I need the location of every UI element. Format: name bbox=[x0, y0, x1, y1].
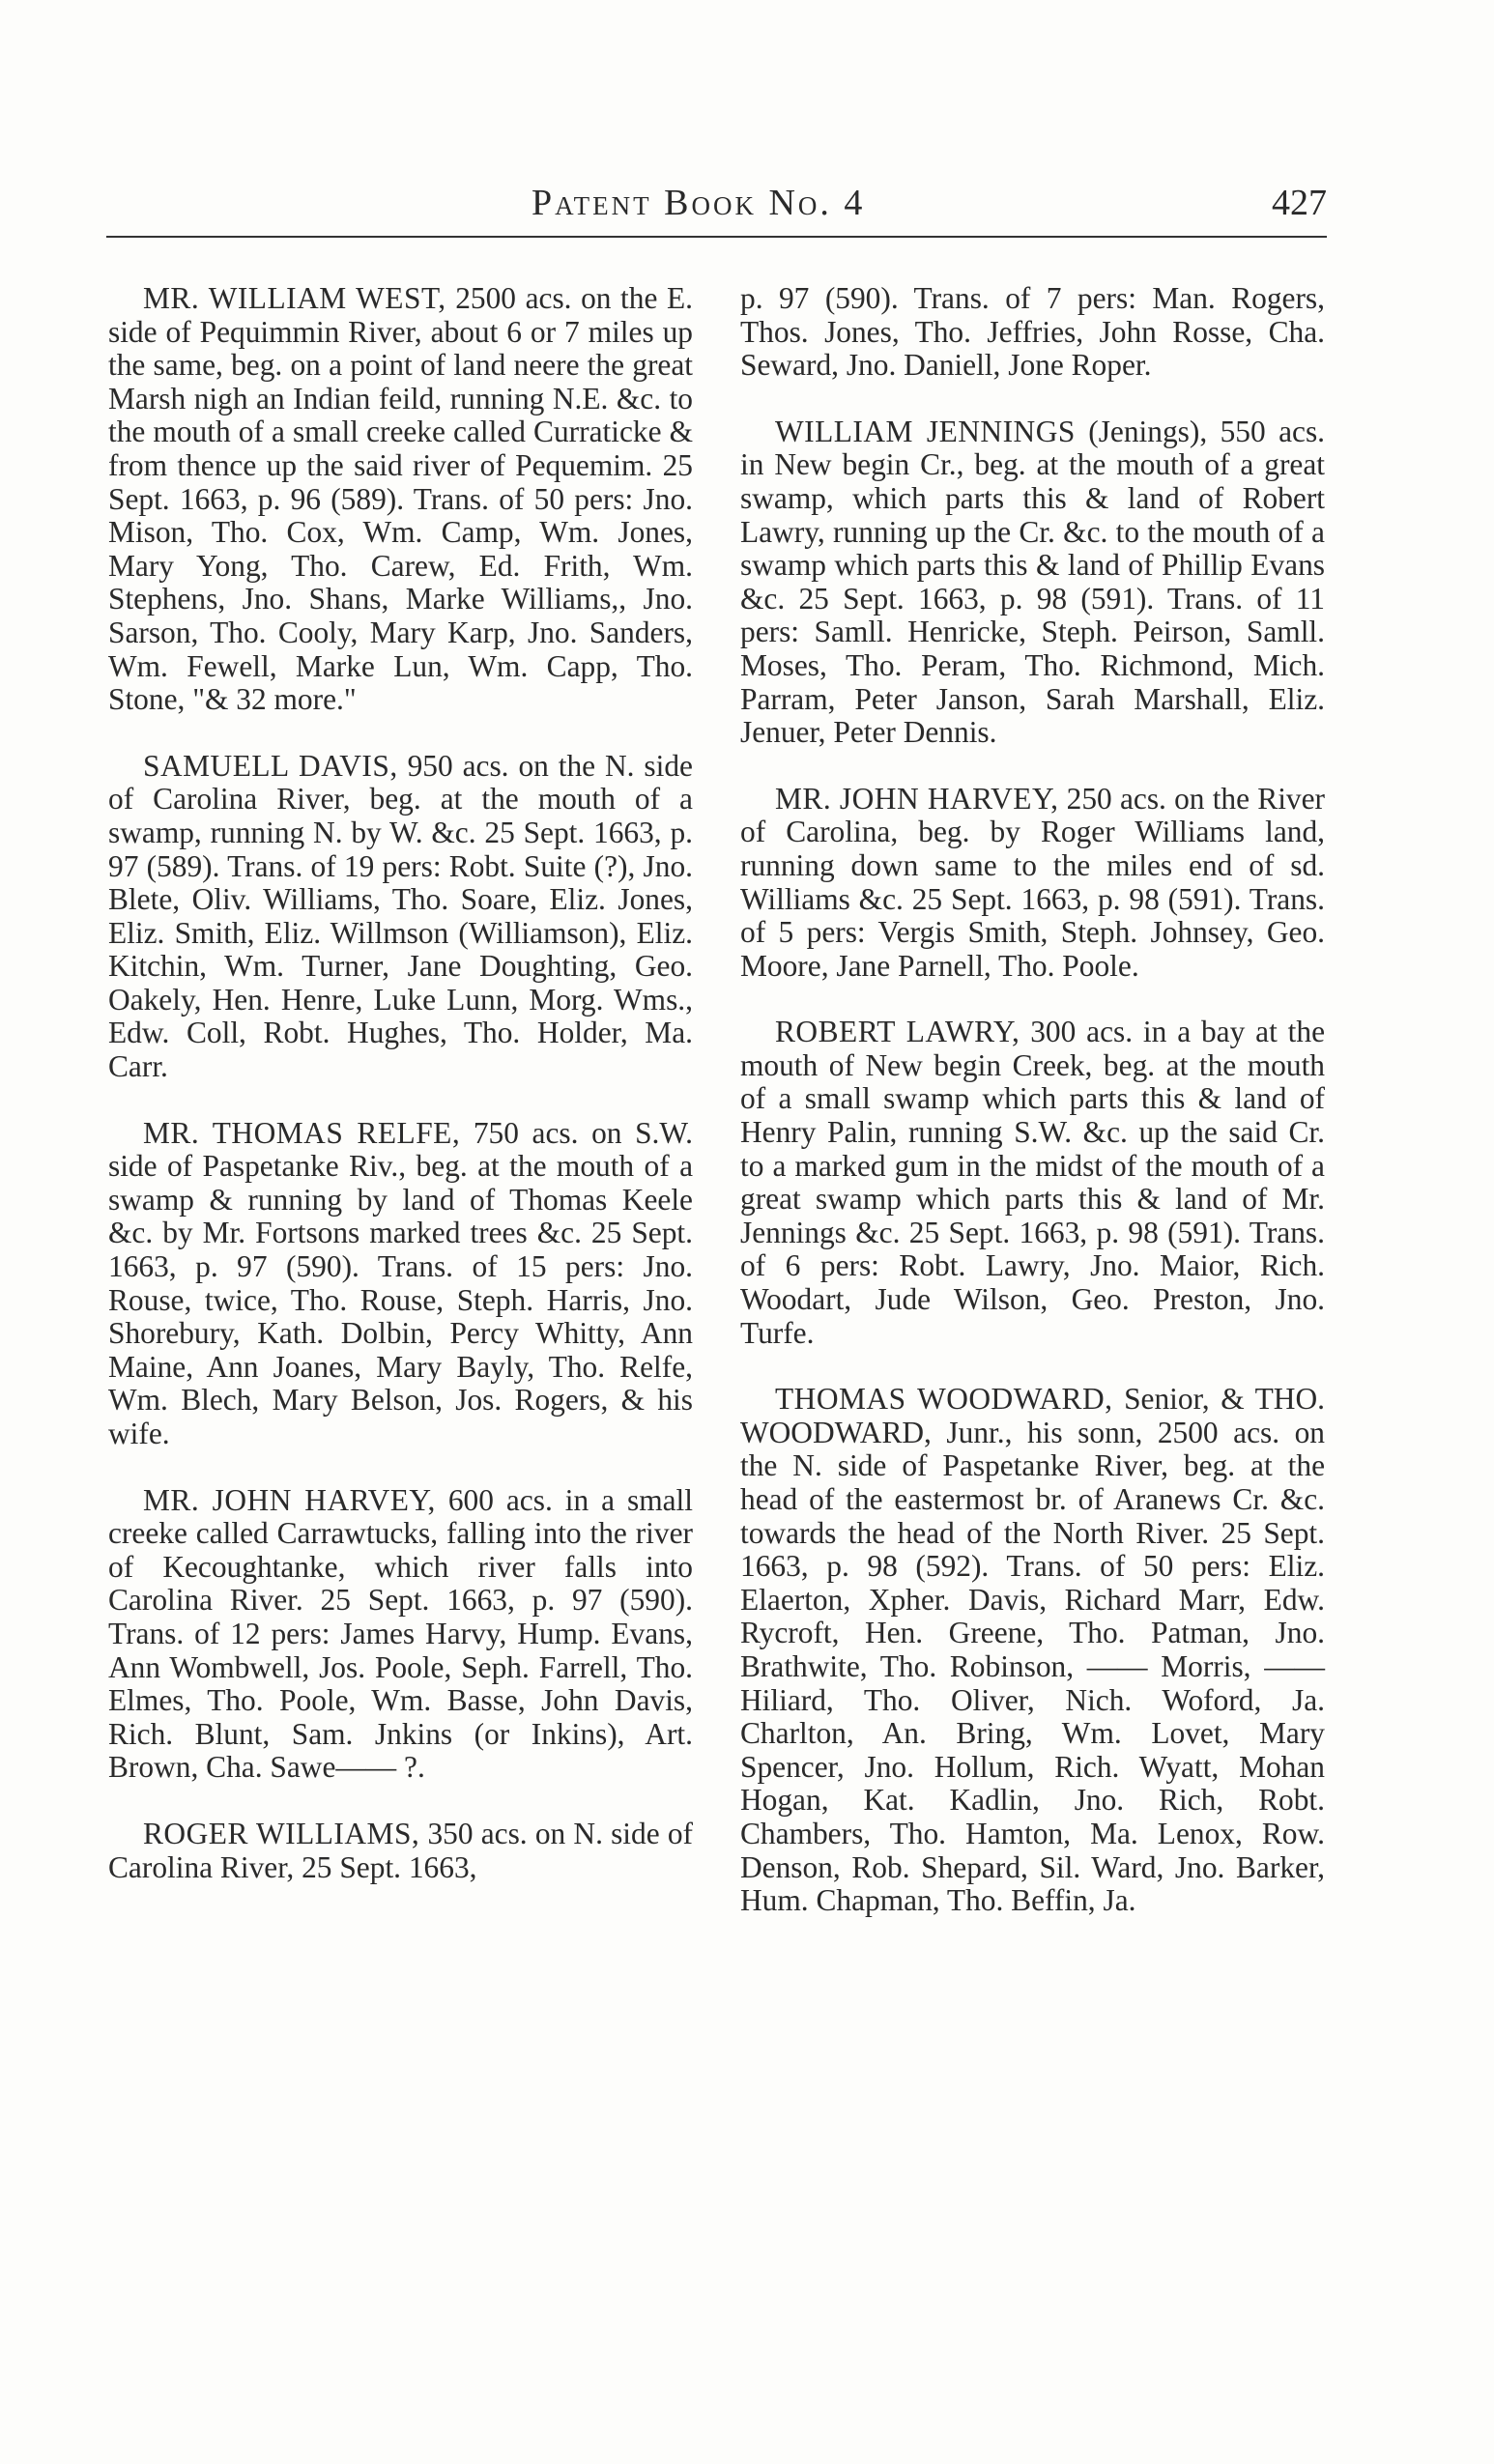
entry-heading: MR. JOHN HARVEY, bbox=[775, 781, 1059, 816]
entry-text: 600 acs. in a small creeke called Carrawtucks, falling into the river of Kecoughtanke, which river falls into Carolina River. 25 Sept. 1663, p. 97 (590). Trans. of 12 pers: James Harvy, Hump. Evans, Ann Wombwell, Jos. Poole, Seph. Farrell, Tho. Elmes, Tho. Poole, Wm. Basse, John Davis, Rich. Blunt, Sam. Jnkins (or Inkins), Art. Brown, Cha. Sawe—— ?. bbox=[108, 1482, 693, 1785]
left-column bbox=[108, 282, 693, 1917]
patent-entry bbox=[740, 1016, 1325, 1350]
entry-text: Senior, & THO. WOODWARD, Junr., his sonn, 2500 acs. on the N. side of Paspetanke River, beg. at the head of the eastermost br. of Aranews Cr. &c. towards the head of the North River. 25 Sept. 1663, p. 98 (592). Trans. of 50 pers: Eliz. Elaerton, Xpher. Davis, Richard Marr, Edw. Rycroft, Hen. Greene, Tho. Patman, Jno. Brathwite, Tho. Robinson, —— Morris, —— Hiliard, Tho. Oliver, Nich. Woford, Ja. Charlton, An. Bring, Wm. Lovet, Mary Spencer, Jno. Hollum, Rich. Wyatt, Mohan Hogan, Kat. Kadlin, Jno. Rich, Robt. Chambers, Tho. Hamton, Ma. Lenox, Row. Denson, Rob. Shepard, Sil. Ward, Jno. Barker, Hum. Chapman, Tho. Beffin, Ja. bbox=[740, 1382, 1325, 1918]
entry-text: 950 acs. on the N. side of Carolina River, beg. at the mouth of a swamp, running N. by W. &c. 25 Sept. 1663, p. 97 (589). Trans. of 19 pers: Robt. Suite (?), Jno. Blete, Oliv. Williams, Tho. Soare, Eliz. Jones, Eliz. Smith, Eliz. Willmson (Williamson), Eliz. Kitchin, Wm. Turner, Jane Doughting, Geo. Oakely, Hen. Henre, Luke Lunn, Morg. Wms., Edw. Coll, Robt. Hughes, Tho. Holder, Ma. Carr. bbox=[108, 748, 693, 1084]
entry-text: (Jenings), 550 acs. in New begin Cr., beg. at the mouth of a great swamp, which parts this & land of Robert Lawry, running up the Cr. &c. to the mouth of a swamp which parts this & land of Phillip Evans &c. 25 Sept. 1663, p. 98 (591). Trans. of 11 pers: Samll. Henricke, Steph. Peirson, Samll. Moses, Tho. Peram, Tho. Richmond, Mich. Parram, Peter Janson, Sarah Marshall, Eliz. Jenuer, Peter Dennis. bbox=[740, 414, 1326, 750]
entry-heading: MR. JOHN HARVEY, bbox=[143, 1482, 436, 1517]
entry-heading: WILLIAM JENNINGS bbox=[775, 414, 1076, 448]
page-header bbox=[106, 182, 1327, 238]
patent-entry bbox=[740, 1383, 1325, 1918]
entry-text: 350 acs. on N. side of Carolina River, 25 Sept. 1663, bbox=[108, 1816, 693, 1884]
header-rule bbox=[106, 236, 1327, 238]
patent-entry bbox=[740, 783, 1325, 984]
entry-text: 750 acs. on S.W. side of Paspetanke Riv., beg. at the mouth of a swamp & running by land of Thomas Keele &c. by Mr. Fortsons marked trees &c. 25 Sept. 1663, p. 97 (590). Trans. of 15 pers: Jno. Rouse, twice, Tho. Rouse, Steph. Harris, Jno. Shorebury, Kath. Dolbin, Percy Whitty, Ann Maine, Ann Joanes, Mary Bayly, Tho. Relfe, Wm. Blech, Mary Belson, Jos. Rogers, & his wife. bbox=[108, 1115, 693, 1450]
entry-heading: SAMUELL DAVIS, bbox=[143, 748, 398, 783]
entry-text: 300 acs. in a bay at the mouth of New begin Creek, beg. at the mouth of a small swamp which parts this & land of Henry Palin, running S.W. &c. up the said Cr. to a marked gum in the midst of the mouth of a great swamp which parts this & land of Mr. Jennings &c. 25 Sept. 1663, p. 98 (591). Trans. of 6 pers: Robt. Lawry, Jno. Maior, Rich. Woodart, Jude Wilson, Geo. Preston, Jno. Turfe. bbox=[740, 1015, 1325, 1350]
entry-heading: ROBERT LAWRY, bbox=[775, 1015, 1020, 1049]
entry-text: 2500 acs. on the E. side of Pequimmin River, about 6 or 7 miles up the same, beg. on a point of land neere the great Marsh nigh an Indian feild, running N.E. &c. to the mouth of a small creeke called Curraticke & from thence up the said river of Pequemim. 25 Sept. 1663, p. 96 (589). Trans. of 50 pers: Jno. Mison, Tho. Cox, Wm. Camp, Wm. Jones, Mary Yong, Tho. Carew, Ed. Frith, Wm. Stephens, Jno. Shans, Marke Williams,, Jno. Sarson, Tho. Cooly, Mary Karp, Jno. Sanders, Wm. Fewell, Marke Lun, Wm. Capp, Tho. Stone, "& 32 more." bbox=[108, 281, 693, 717]
entry-text: 250 acs. on the River of Carolina, beg. by Roger Williams land, running down same to the miles end of sd. Williams &c. 25 Sept. 1663, p. 98 (591). Trans. of 5 pers: Vergis Smith, Steph. Johnsey, Geo. Moore, Jane Parnell, Tho. Poole. bbox=[740, 781, 1326, 983]
running-title: Patent Book No. 4 bbox=[532, 183, 866, 223]
entry-heading: THOMAS WOODWARD, bbox=[775, 1382, 1113, 1417]
entry-heading: ROGER WILLIAMS, bbox=[143, 1816, 420, 1850]
entry-text: p. 97 (590). Trans. of 7 pers: Man. Rogers, Thos. Jones, Tho. Jeffries, John Rosse, Cha. Seward, Jno. Daniell, Jone Roper. bbox=[740, 281, 1325, 383]
patent-entry bbox=[108, 1117, 693, 1451]
patent-entry bbox=[108, 750, 693, 1084]
entry-heading: MR. THOMAS RELFE, bbox=[143, 1115, 461, 1150]
patent-entry bbox=[108, 1484, 693, 1785]
page-number: 427 bbox=[1272, 183, 1327, 223]
right-column bbox=[740, 282, 1325, 1951]
patent-entry bbox=[108, 282, 693, 717]
entry-heading: MR. WILLIAM WEST, bbox=[143, 281, 446, 315]
patent-entry-continuation bbox=[740, 282, 1325, 383]
patent-entry bbox=[740, 415, 1325, 750]
patent-entry bbox=[108, 1818, 693, 1884]
